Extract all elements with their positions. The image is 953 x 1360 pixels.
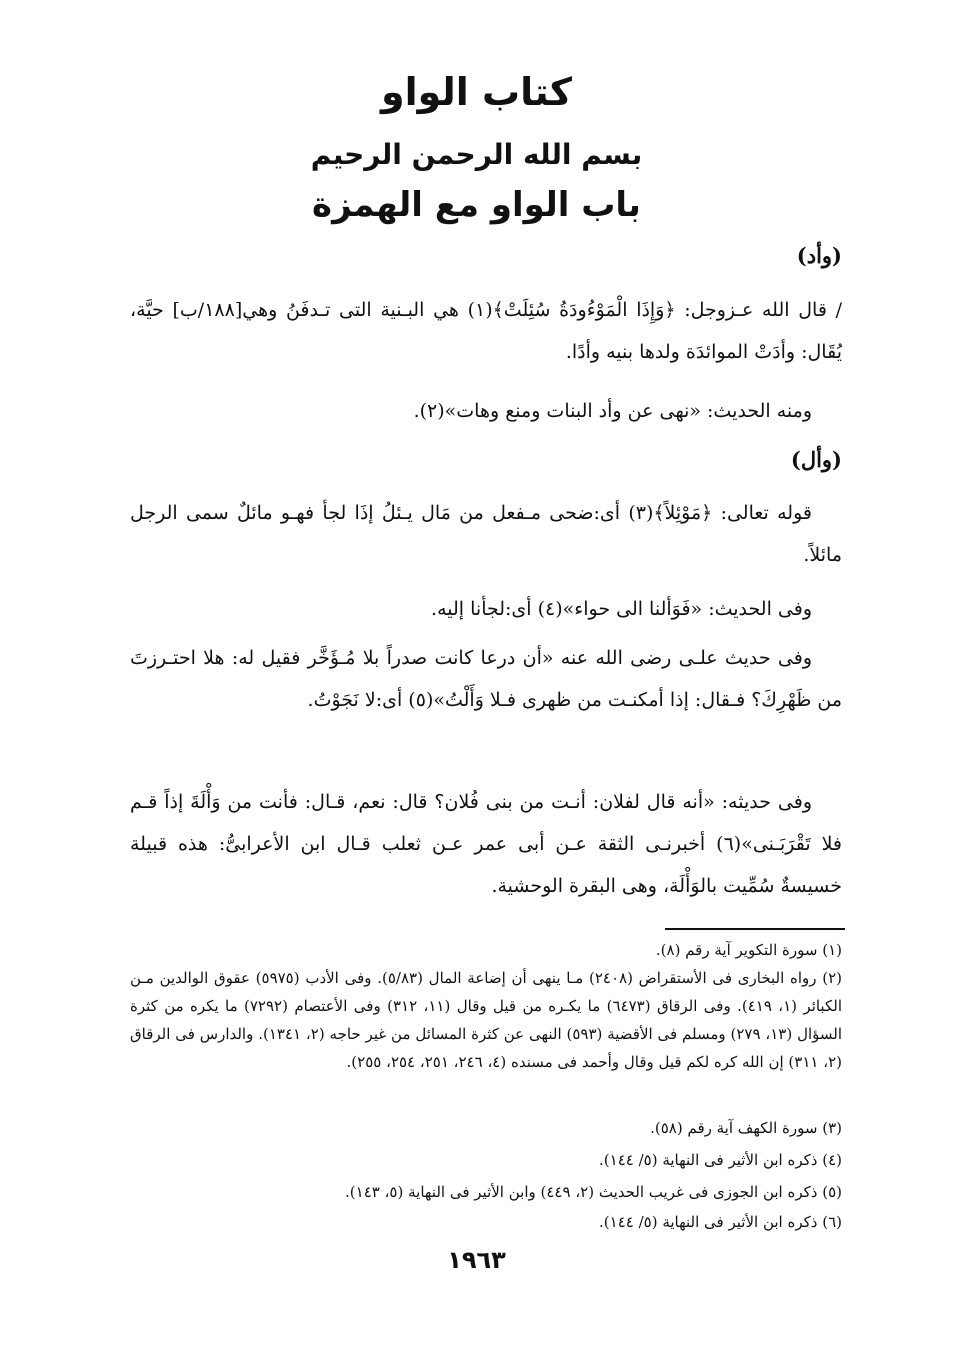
- paragraph: ومنه الحديث: «نهى عن وأد البنات ومنع وهات»(٢).: [413, 400, 812, 422]
- footnote: (٢) رواه البخارى فى الأستقراض (٢٤٠٨) مـا ينهى أن إضاعة المال (٥/٨٣). وفى الأدب (٥٩٧٥) عقوق الوالدين مـن الكبائر (١، ٤١٩). وفى الرقاق (٦٤٧٣) ما يكـره من قيل وقال (١١، ٣١٢) وفى الأعتصام (٧٢٩٢) ما يكره من كثرة السؤال (١٣، ٢٧٩) ومسلم فى الأقضية (٥٩٣) النهى عن كثرة المسائل من غير حاجه (٢، ١٣٤١). والدارس فى الرقاق (٢، ٣١١) إن الله كره لكم قيل وقال وأحمد فى مسنده (٤، ٢٤٦، ٢٥١، ٢٥٤، ٢٥٥).: [130, 969, 843, 1071]
- footnote: (١) سورة التكوير آية رقم (٨).: [655, 941, 842, 959]
- paragraph: وفى حديثه: «أنه قال لفلان: أنـت من بنى فُلان؟ قال: نعم، قـال: فأنت من وَأْلَةَ إذاً قـم فلا تَقْرَبَـنى»(٦) أخبرنـى الثقة عـن أبى عمر عـن ثعلب قـال ابن الأعرابىُّ: هذه قبيلة خسيسةٌ سُمِّيت بالوَأْلَة، وهى البقرة الوحشية.: [130, 791, 843, 897]
- chapter-title: باب الواو مع الهمزة: [312, 185, 641, 225]
- paragraph: / قال الله عـزوجل: ﴿وَإِذَا الْمَوْءُودَةُ سُئِلَتْ﴾(١) هي البـنية التى تـدفَنُ وهي[١٨٨/ب] حيَّة، يُقَال: وأدَتْ الموائدَة ولدها بنيه وأدًا.: [130, 299, 843, 363]
- paragraph: قوله تعالى: ﴿مَوْئِلاً﴾(٣) أى:ضحى مـفعل من مَال يـئلُ إذَا لجأ فهـو مائلٌ سمى الرجل مائلاً.: [130, 502, 842, 566]
- basmala: بسم الله الرحمن الرحيم: [310, 138, 643, 171]
- book-title: كتاب الواو: [380, 70, 573, 114]
- page-number: ١٩٦٣: [447, 1246, 506, 1274]
- paragraph: وفى الحديث: «فَوَألنا الى حواء»(٤) أى:لجأنا إليه.: [431, 598, 812, 620]
- footnote: (٥) ذكره ابن الجوزى فى غريب الحديث (٢، ٤٤٩) وابن الأثير فى النهاية (٥، ١٤٣).: [345, 1183, 842, 1201]
- section-heading-wal: (وأل): [790, 447, 842, 472]
- paragraph: وفى حديث علـى رضى الله عنه «أن درعا كانت صدراً بلا مُـؤَخَّر فقيل له: هلا احتـرزتَ من ظَهْرِكَ؟ فـقال: إذا أمكنـت من ظهرى فـلا وَأَلْتُ»(٥) أى:لا نَجَوْتُ.: [130, 647, 842, 711]
- footnote: (٦) ذكره ابن الأثير فى النهاية (٥/ ١٤٤).: [599, 1213, 842, 1231]
- footnote-separator: [665, 928, 845, 930]
- section-heading-wad: (وأد): [796, 243, 842, 268]
- footnote: (٤) ذكره ابن الأثير فى النهاية (٥/ ١٤٤).: [599, 1151, 842, 1169]
- footnote: (٣) سورة الكهف آية رقم (٥٨).: [650, 1119, 842, 1137]
